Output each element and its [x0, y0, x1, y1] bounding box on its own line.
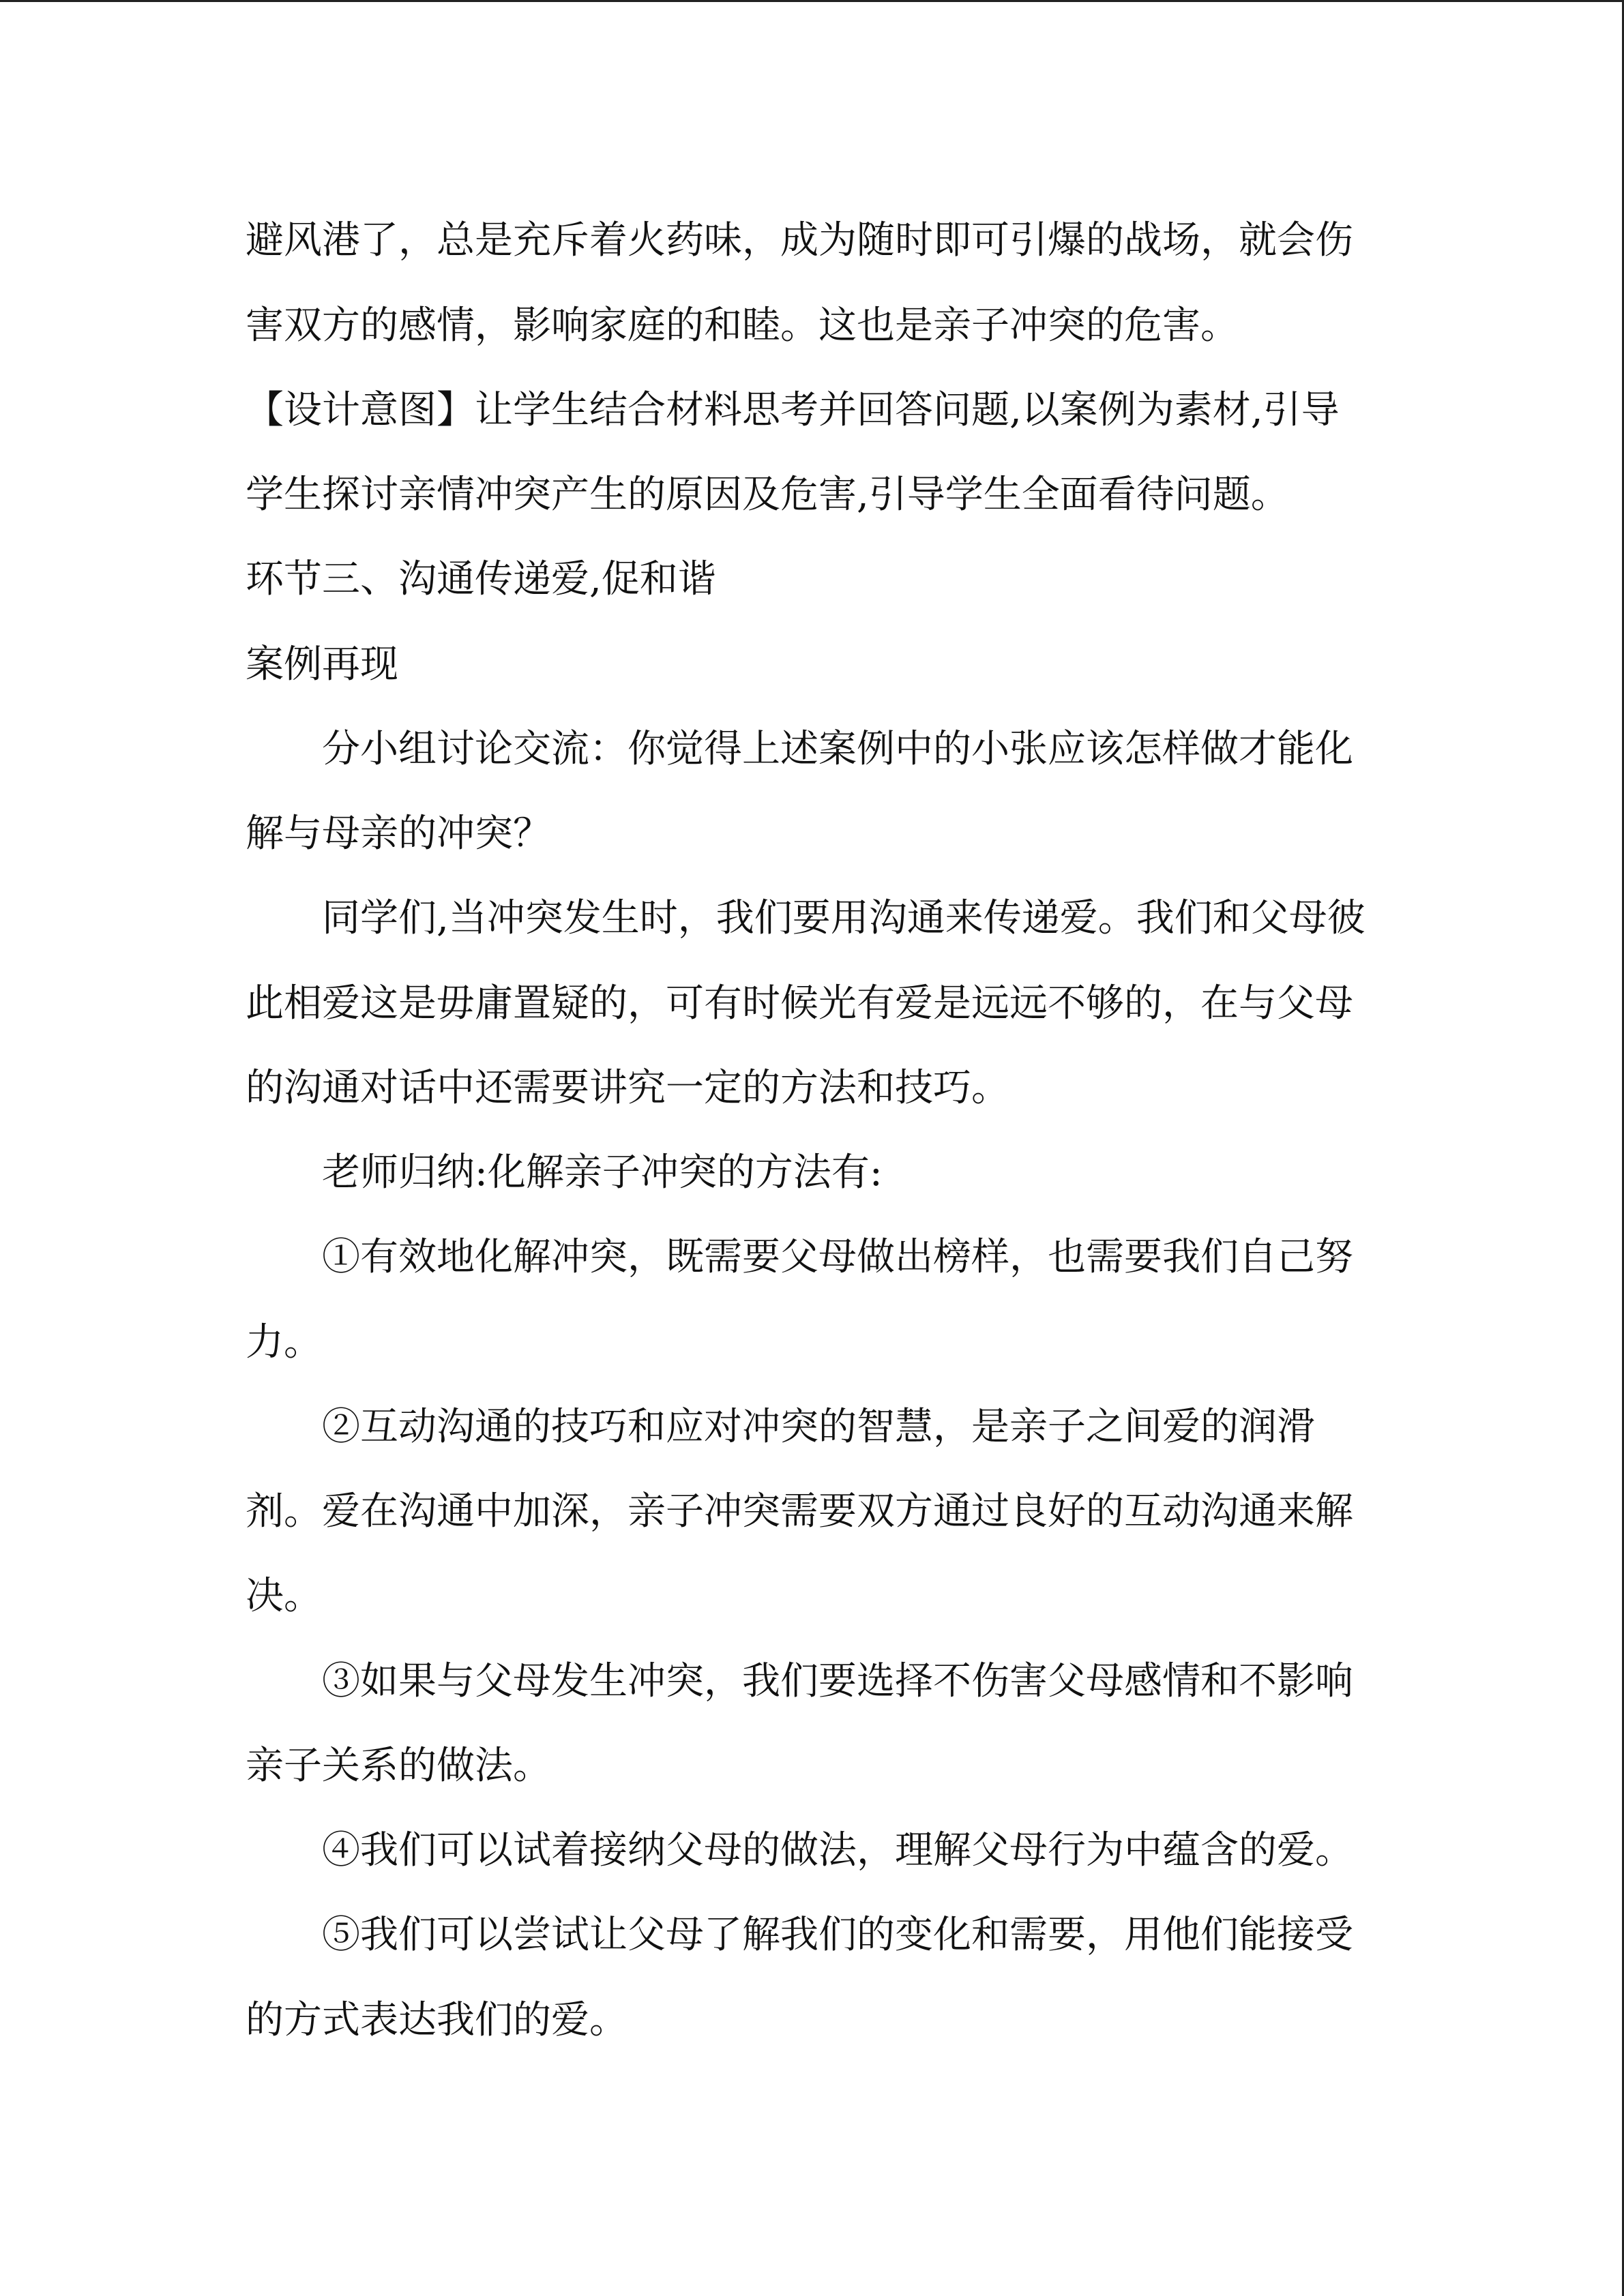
list-item: ①有效地化解冲突，既需要父母做出榜样，也需要我们自己努 — [322, 1235, 1353, 1279]
text-line: 害双方的感情，影响家庭的和睦。这也是亲子冲突的危害。 — [246, 303, 1239, 348]
list-item-continued: 力。 — [246, 1320, 322, 1365]
text-line: 的沟通对话中还需要讲究一定的方法和技巧。 — [246, 1066, 1009, 1110]
list-item: ⑤我们可以尝试让父母了解我们的变化和需要，用他们能接受 — [322, 1913, 1353, 1957]
text-line: 【设计意图】让学生结合材料思考并回答问题,以案例为素材,引导 — [246, 388, 1340, 432]
text-line: 分小组讨论交流：你觉得上述案例中的小张应该怎样做才能化 — [322, 727, 1353, 771]
list-item-continued: 剂。爱在沟通中加深，亲子冲突需要双方通过良好的互动沟通来解 — [246, 1489, 1353, 1534]
list-item-continued: 亲子关系的做法。 — [246, 1744, 551, 1788]
text-line: 老师归纳:化解亲子冲突的方法有: — [322, 1150, 883, 1195]
text-line: 解与母亲的冲突？ — [246, 811, 551, 856]
list-item: ②互动沟通的技巧和应对冲突的智慧，是亲子之间爱的润滑 — [322, 1405, 1315, 1449]
text-line: 避风港了，总是充斥着火药味，成为随时即可引爆的战场，就会伤 — [246, 218, 1353, 263]
list-item-continued: 的方式表达我们的爱。 — [246, 1998, 628, 2042]
list-item-continued: 决。 — [246, 1574, 322, 1618]
text-line: 学生探讨亲情冲突产生的原因及危害,引导学生全面看待问题。 — [246, 473, 1289, 517]
section-heading: 环节三、沟通传递爱,促和谐 — [246, 557, 716, 601]
page-top-border — [0, 0, 1624, 2]
text-line: 此相爱这是毋庸置疑的，可有时候光有爱是远远不够的，在与父母 — [246, 981, 1353, 1026]
text-line: 同学们,当冲突发生时，我们要用沟通来传递爱。我们和父母彼 — [322, 896, 1365, 940]
list-item: ④我们可以试着接纳父母的做法，理解父母行为中蕴含的爱。 — [322, 1828, 1353, 1873]
subheading: 案例再现 — [246, 642, 398, 687]
list-item: ③如果与父母发生冲突，我们要选择不伤害父母感情和不影响 — [322, 1659, 1353, 1703]
